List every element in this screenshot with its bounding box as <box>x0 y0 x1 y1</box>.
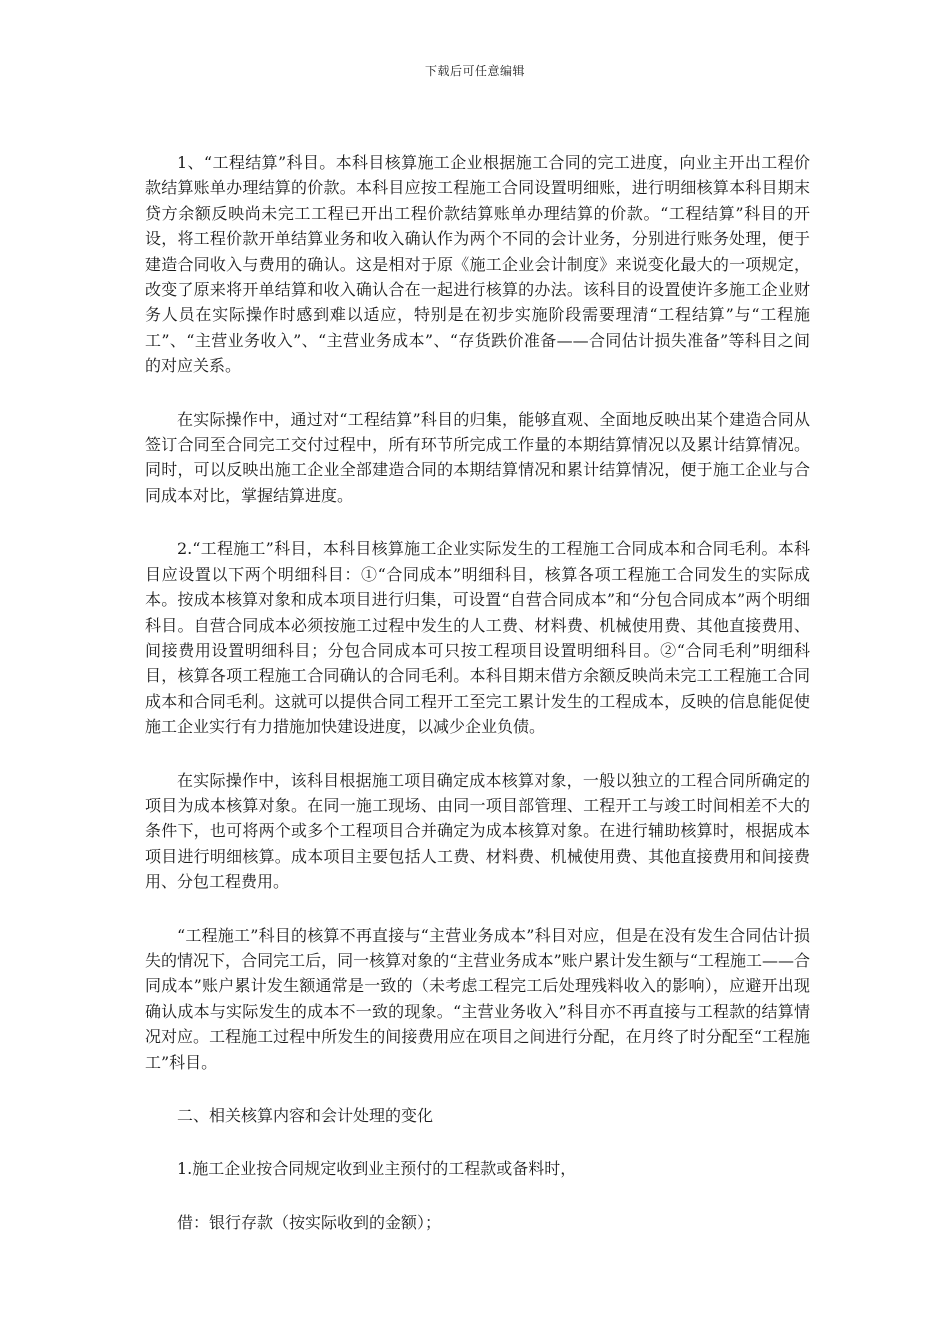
document-body <box>145 150 810 1235</box>
paragraph-construction-practice: 在实际操作中，该科目根据施工项目确定成本核算对象，一般以独立的工程合同所确定的项目为成本核算对象。在同一施工现场、由同一项目部管理、工程开工与竣工时间相差不大的条件下，也可将两个或多个工程项目合并确定为成本核算对象。在进行辅助核算时，根据成本项目进行明细核算。成本项目主要包括人工费、材料费、机械使用费、其他直接费用和间接费用、分包工程费用。 <box>145 770 810 892</box>
section-heading-accounting-changes: 二、相关核算内容和会计处理的变化 <box>177 1106 434 1125</box>
paragraph-construction-correspondence: “工程施工”科目的核算不再直接与“主营业务成本”科目对应，但是在没有发生合同估计损失的情况下，合同完工后，同一核算对象的“主营业务成本”账户累计发生额与“工程施工——合同成本”账户累计发生额通常是一致的（未考虑工程完工后处理残料收入的影响），应避开出现确认成本与实际发生的成本不一致的现象。“主营业务收入”科目亦不再直接与工程款的结算情况对应。工程施工过程中所发生的间接费用应在项目之间进行分配，在月终了时分配至“工程施工”科目。 <box>145 925 810 1072</box>
paragraph-engineering-settlement: 1、“工程结算”科目。本科目核算施工企业根据施工合同的完工进度，向业主开出工程价款结算账单办理结算的价款。本科目应按工程施工合同设置明细账，进行明细核算本科目期末贷方余额反映尚未完工工程已开出工程价款结算账单办理结算的价款。“工程结算”科目的开设，将工程价款开单结算业务和收入确认作为两个不同的会计业务，分别进行账务处理，便于建造合同收入与费用的确认。这是相对于原《施工企业会计制度》来说变化最大的一项规定，改变了原来将开单结算和收入确认合在一起进行核算的办法。该科目的设置使许多施工企业财务人员在实际操作时感到难以适应，特别是在初步实施阶段需要理清“工程结算”与“工程施工”、“主营业务收入”、“主营业务成本”、“存货跌价准备——合同估计损失准备”等科目之间的对应关系。 <box>145 153 810 376</box>
paragraph-engineering-construction: 2.“工程施工”科目，本科目核算施工企业实际发生的工程施工合同成本和合同毛利。本科目应设置以下两个明细科目：①“合同成本”明细科目，核算各项工程施工合同发生的实际成本。按成本核算对象和成本项目进行归集，可设置“自营合同成本”和“分包合同成本”两个明细科目。自营合同成本必须按施工过程中发生的人工费、材料费、机械使用费、其他直接费用、间接费用设置明细科目；分包合同成本可只按工程项目设置明细科目。②“合同毛利”明细科目，核算各项工程施工合同确认的合同毛利。本科目期末借方余额反映尚未完工工程施工合同成本和合同毛利。这就可以提供合同工程开工至完工累计发生的工程成本，反映的信息能促使施工企业实行有力措施加快建设进度，以减少企业负债。 <box>145 539 810 737</box>
paragraph-settlement-practice: 在实际操作中，通过对“工程结算”科目的归集，能够直观、全面地反映出某个建造合同从签订合同至合同完工交付过程中，所有环节所完成工作量的本期结算情况以及累计结算情况。同时，可以反映出施工企业全部建造合同的本期结算情况和累计结算情况，便于施工企业与合同成本对比，掌握结算进度。 <box>145 409 810 505</box>
paragraph-advance-payment: 1.施工企业按合同规定收到业主预付的工程款或备料时， <box>177 1159 577 1179</box>
paragraph-debit-bank-deposit: 借：银行存款（按实际收到的金额）； <box>177 1212 442 1232</box>
page-header: 下载后可任意编辑 <box>424 64 525 78</box>
